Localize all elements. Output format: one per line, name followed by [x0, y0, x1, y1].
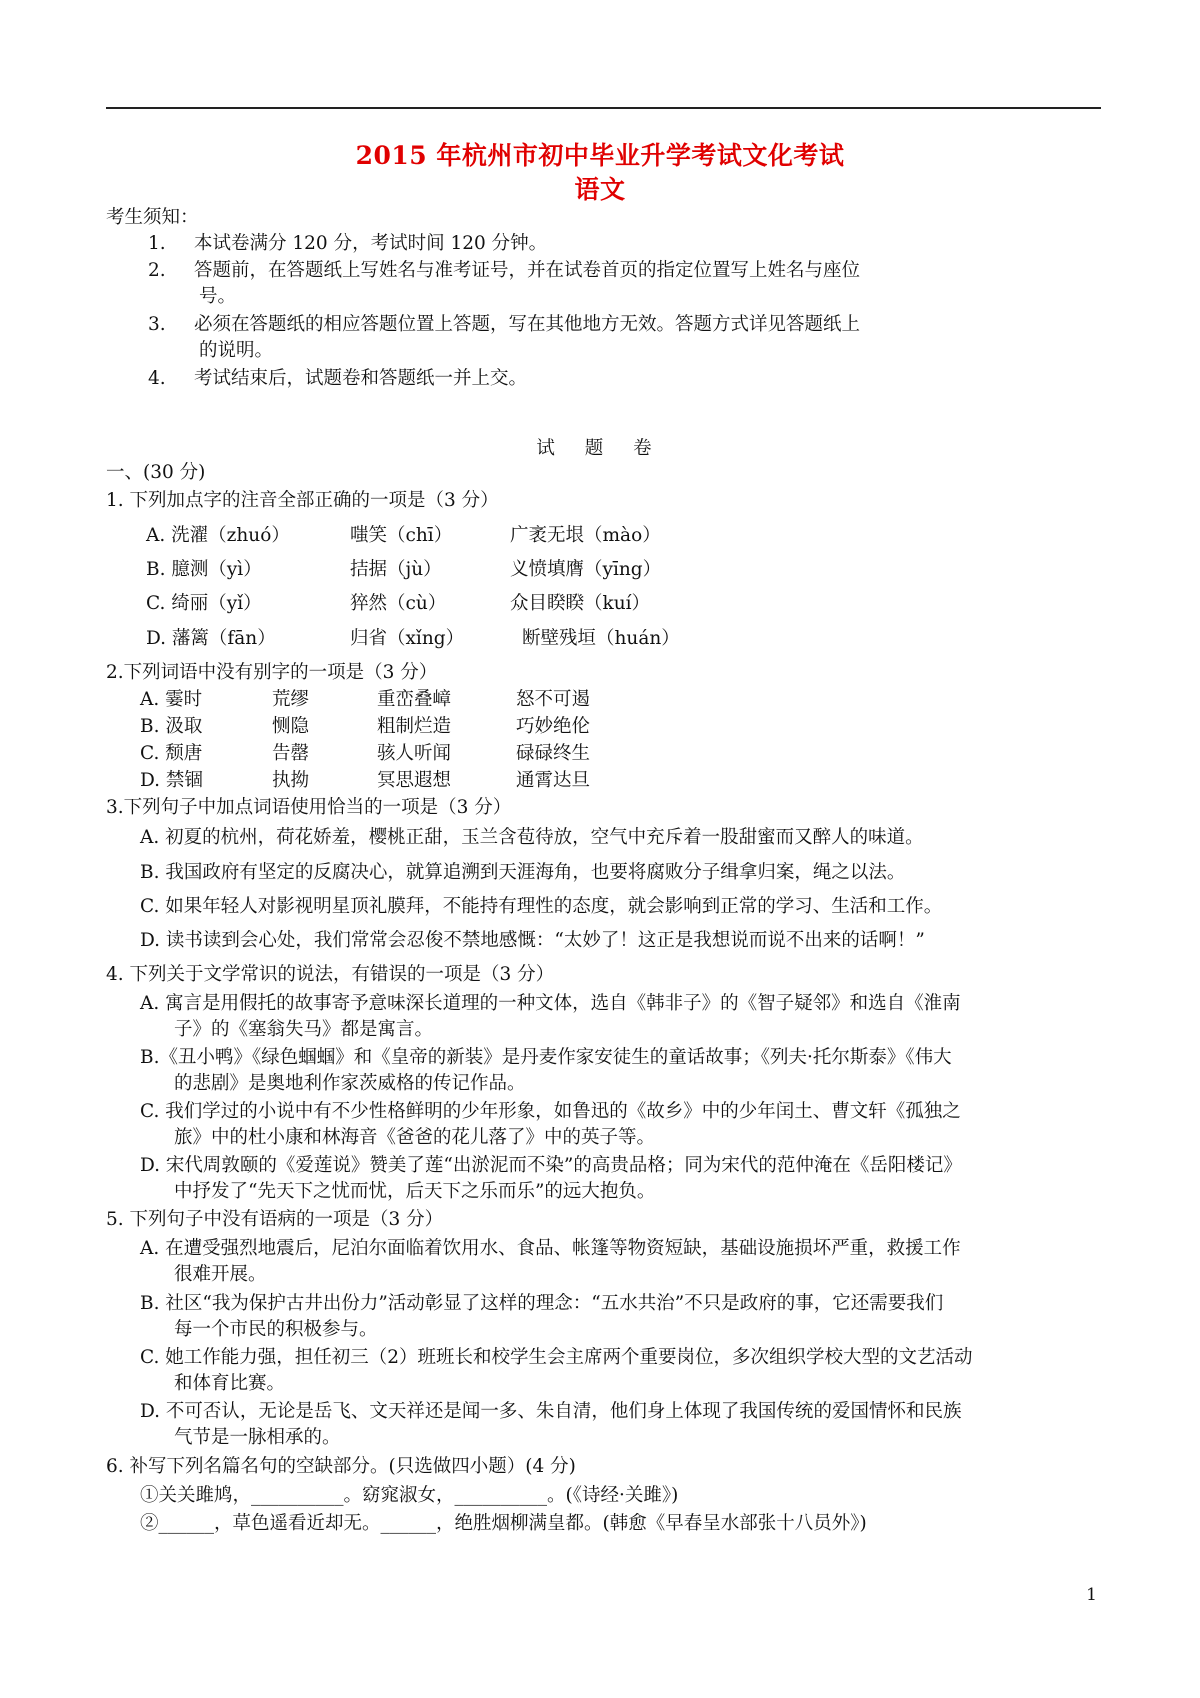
q5-option: C. 她工作能力强，担任初三（2）班班长和校学生会主席两个重要岗位，多次组织学校大型的文艺活动 [140, 1347, 973, 1368]
notice-num: 1. [148, 233, 166, 254]
q4-option-cont: 子》的《塞翁失马》都是寓言。 [174, 1019, 434, 1040]
header-rule [106, 107, 1101, 109]
q2-option: A. 霎时 [140, 689, 203, 710]
q4-option: A. 寓言是用假托的故事寄予意味深长道理的一种文体，选自《韩非子》的《智子疑邻》和选自《淮南 [140, 993, 961, 1014]
q1-option: 众目睽睽（kuí） [510, 593, 651, 614]
notice-num: 4. [148, 368, 166, 389]
q1-option: A. 洗濯（zhuó） [146, 525, 290, 546]
q1-option: D. 藩篱（fān） [146, 628, 276, 649]
q5-option-cont: 气节是一脉相承的。 [174, 1427, 341, 1448]
q5-option-cont: 很难开展。 [174, 1264, 267, 1285]
q1-option: 广袤无垠（mào） [510, 525, 661, 546]
q1-option: 嗤笑（chī） [350, 525, 453, 546]
q2-option: 执拗 [272, 770, 310, 791]
notice-text: 本试卷满分 120 分，考试时间 120 分钟。 [194, 233, 548, 254]
question-5-stem: 5. 下列句子中没有语病的一项是（3 分） [106, 1209, 444, 1230]
q2-option: 通霄达旦 [516, 770, 591, 791]
q1-option: 断壁残垣（huán） [522, 628, 680, 649]
q3-option: B. 我国政府有坚定的反腐决心，就算追溯到天涯海角，也要将腐败分子缉拿归案，绳之以法。 [140, 862, 906, 883]
q2-option: 碌碌终生 [516, 743, 591, 764]
question-6-stem: 6. 补写下列名篇名句的空缺部分。(只选做四小题）(4 分) [106, 1456, 576, 1477]
q3-option: D. 读书读到会心处，我们常常会忍俊不禁地感慨：“太妙了！这正是我想说而说不出来的话啊！” [140, 930, 925, 951]
notice-text: 号。 [199, 286, 237, 307]
q4-option-cont: 旅》中的杜小康和林海音《爸爸的花儿落了》中的英子等。 [174, 1127, 656, 1148]
notice-heading: 考生须知： [106, 207, 199, 228]
q2-option: 粗制烂造 [377, 716, 452, 737]
exam-subject: 语文 [574, 175, 626, 204]
q2-option: 骇人听闻 [377, 743, 452, 764]
page-number: 1 [1086, 1585, 1097, 1605]
q1-option: 拮据（jù） [350, 559, 442, 580]
q3-option: A. 初夏的杭州，荷花娇羞，樱桃正甜，玉兰含苞待放，空气中充斥着一股甜蜜而又醉人的味道。 [140, 827, 924, 848]
section-title: 试 题 卷 [536, 438, 664, 459]
q2-option: 怒不可遏 [516, 689, 591, 710]
question-2-stem: 2.下列词语中没有别字的一项是（3 分） [106, 662, 438, 683]
notice-num: 2. [148, 260, 166, 281]
q2-option: 荒缪 [272, 689, 310, 710]
question-3-stem: 3.下列句子中加点词语使用恰当的一项是（3 分） [106, 797, 512, 818]
notice-text: 必须在答题纸的相应答题位置上答题，写在其他地方无效。答题方式详见答题纸上 [194, 314, 861, 335]
q5-option-cont: 每一个市民的积极参与。 [174, 1319, 378, 1340]
notice-text: 答题前，在答题纸上写姓名与准考证号，并在试卷首页的指定位置写上姓名与座位 [194, 260, 861, 281]
q5-option: A. 在遭受强烈地震后，尼泊尔面临着饮用水、食品、帐篷等物资短缺，基础设施损坏严重，救援工作 [140, 1238, 961, 1259]
question-1-stem: 1. 下列加点字的注音全部正确的一项是（3 分） [106, 490, 499, 511]
notice-text: 考试结束后，试题卷和答题纸一并上交。 [194, 368, 528, 389]
q2-option: 恻隐 [272, 716, 310, 737]
q4-option-cont: 中抒发了“先天下之忧而忧，后天下之乐而乐”的远大抱负。 [174, 1181, 656, 1202]
question-4-stem: 4. 下列关于文学常识的说法，有错误的一项是（3 分） [106, 964, 555, 985]
q4-option: D. 宋代周敦颐的《爱莲说》赞美了莲“出淤泥而不染”的高贵品格；同为宋代的范仲淹在《岳阳楼记》 [140, 1155, 962, 1176]
q2-option: C. 颓唐 [140, 743, 203, 764]
q2-option: 重峦叠嶂 [377, 689, 452, 710]
q5-option: D. 不可否认，无论是岳飞、文天祥还是闻一多、朱自清，他们身上体现了我国传统的爱国情怀和民族 [140, 1401, 962, 1422]
q1-option: 归省（xǐng） [350, 628, 465, 649]
q3-option: C. 如果年轻人对影视明星顶礼膜拜，不能持有理性的态度，就会影响到正常的学习、生活和工作。 [140, 896, 943, 917]
q2-option: 巧妙绝伦 [516, 716, 591, 737]
q6-fill-line: ②______，草色遥看近却无。______，绝胜烟柳满皇都。(韩愈《早春呈水部张十八员外》) [140, 1513, 867, 1534]
q2-option: 告罄 [272, 743, 310, 764]
q4-option-cont: 的悲剧》是奥地利作家茨威格的传记作品。 [174, 1073, 526, 1094]
notice-num: 3. [148, 314, 166, 335]
q4-option: B.《丑小鸭》《绿色蝈蝈》和《皇帝的新装》是丹麦作家安徒生的童话故事；《列夫·托尔斯泰》《伟大 [140, 1047, 952, 1068]
part-heading: 一、(30 分) [106, 462, 206, 483]
exam-title: 2015 年杭州市初中毕业升学考试文化考试 [355, 141, 845, 170]
q2-option: B. 汲取 [140, 716, 203, 737]
q6-fill-line: ①关关雎鸠，__________。窈窕淑女，__________。(《诗经·关雎》) [140, 1485, 679, 1506]
q5-option: B. 社区“我为保护古井出份力”活动彰显了这样的理念：“五水共治”不只是政府的事，它还需要我们 [140, 1293, 944, 1314]
notice-text: 的说明。 [199, 340, 274, 361]
q1-option: C. 绮丽（yǐ） [146, 593, 262, 614]
q2-option: D. 禁锢 [140, 770, 203, 791]
q4-option: C. 我们学过的小说中有不少性格鲜明的少年形象，如鲁迅的《故乡》中的少年闰土、曹文轩《孤独之 [140, 1101, 961, 1122]
q5-option-cont: 和体育比赛。 [174, 1373, 286, 1394]
q1-option: 猝然（cù） [350, 593, 447, 614]
q2-option: 冥思遐想 [377, 770, 452, 791]
q1-option: B. 臆测（yì） [146, 559, 262, 580]
q1-option: 义愤填膺（yīng） [510, 559, 662, 580]
